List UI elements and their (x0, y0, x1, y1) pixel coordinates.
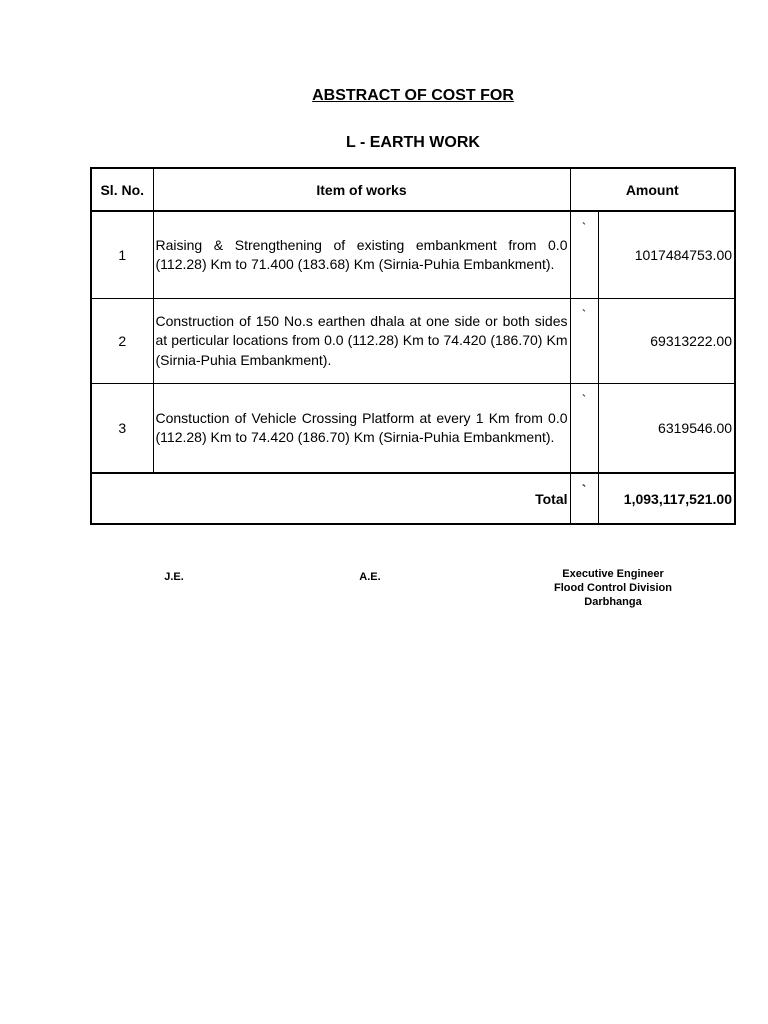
row-item-description: Construction of 150 No.s earthen dhala at one side or both sides at perticular locations from 0.0 (112.28) Km to 74.420 (186.70) Km (Sirnia-Puhia Embankment). (153, 299, 570, 384)
row-amount: 69313222.00 (598, 299, 735, 384)
row-item-description: Constuction of Vehicle Crossing Platform at every 1 Km from 0.0 (112.28) Km to 74.420 (186.70) Km (Sirnia-Puhia Embankment). (153, 384, 570, 474)
document-subtitle: L - EARTH WORK (346, 134, 480, 151)
rupee-symbol: ` (570, 384, 598, 474)
signature-ae: A.E. (359, 571, 381, 583)
table-row (91, 384, 735, 474)
row-amount: 6319546.00 (598, 384, 735, 474)
rupee-symbol: ` (570, 211, 598, 299)
row-slno: 1 (91, 211, 153, 299)
total-row (91, 473, 735, 524)
document-title: ABSTRACT OF COST FOR (312, 87, 514, 104)
row-slno: 3 (91, 384, 153, 474)
table-row (91, 211, 735, 299)
total-amount: 1,093,117,521.00 (598, 473, 735, 524)
signature-ee-location: Darbhanga (584, 596, 642, 608)
rupee-symbol: ` (570, 299, 598, 384)
signature-ee-title: Executive Engineer (562, 568, 664, 580)
signature-je: J.E. (164, 571, 184, 583)
header-slno: Sl. No. (91, 168, 153, 211)
signature-executive-engineer (528, 567, 698, 609)
total-label: Total (91, 473, 570, 524)
header-amount: Amount (570, 168, 735, 211)
cost-abstract-table (90, 167, 736, 525)
row-slno: 2 (91, 299, 153, 384)
row-item-description: Raising & Strengthening of existing embankment from 0.0 (112.28) Km to 71.400 (183.68) Km (Sirnia-Puhia Embankment). (153, 211, 570, 299)
header-item-of-works: Item of works (153, 168, 570, 211)
row-amount: 1017484753.00 (598, 211, 735, 299)
table-header-row (91, 168, 735, 211)
table-row (91, 299, 735, 384)
rupee-symbol: ` (570, 473, 598, 524)
signature-ee-division: Flood Control Division (554, 582, 672, 594)
